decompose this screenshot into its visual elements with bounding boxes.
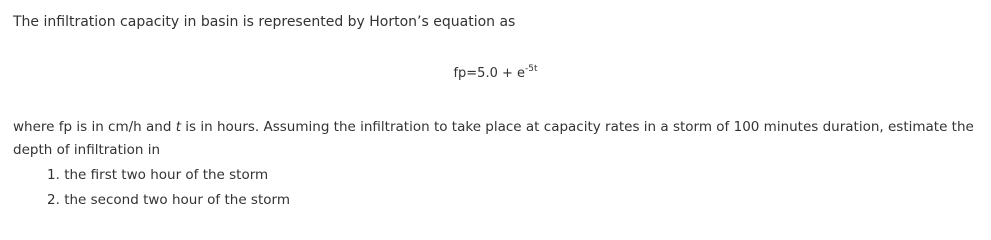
equation-exponent: -5t <box>525 64 538 74</box>
problem-intro: The infiltration capacity in basin is represented by Horton’s equation as <box>13 14 516 30</box>
horton-equation <box>0 64 991 81</box>
statement-part-1: where fp is in cm/h and <box>13 119 176 135</box>
list-item-text: the first two hour of the storm <box>64 167 269 183</box>
list-item <box>47 163 290 188</box>
list-item-text: the second two hour of the storm <box>64 192 290 208</box>
list-item <box>47 188 290 213</box>
list-item-number: 1. <box>47 167 60 183</box>
list-item-number: 2. <box>47 192 60 208</box>
question-list <box>47 163 290 213</box>
statement-part-2: is in hours. Assuming the infiltration to take place at capacity rates in a storm of 100 minutes duration, estimate the depth of infiltration in <box>13 119 974 158</box>
problem-statement <box>13 116 983 162</box>
equation-base: fp=5.0 + e <box>453 66 526 81</box>
variable-t: t <box>175 119 181 135</box>
